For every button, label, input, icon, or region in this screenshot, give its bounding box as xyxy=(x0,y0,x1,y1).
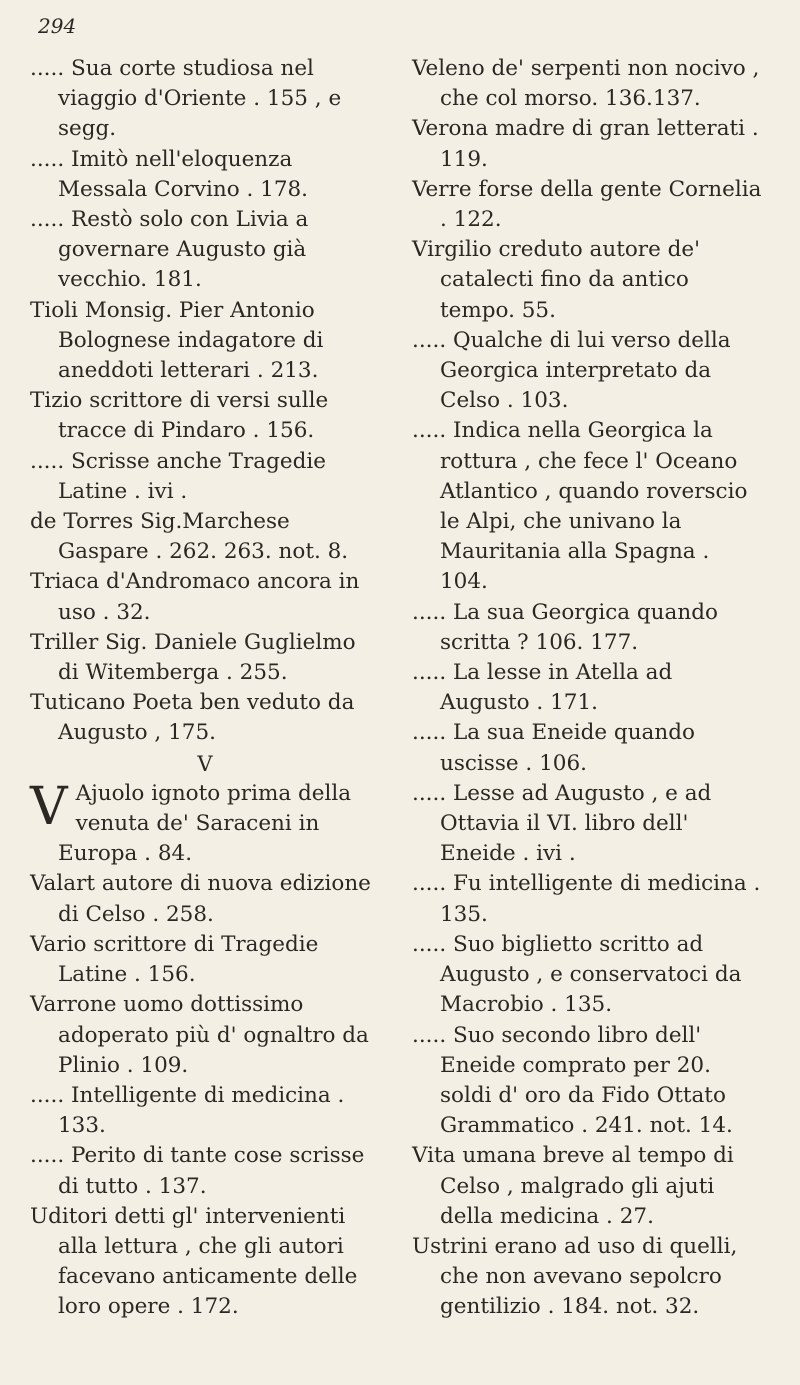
index-entry: Vita umana breve al tempo di Celso , malgrado gli ajuti della medicina . 27. xyxy=(412,1143,734,1229)
index-entry: ..... Sua corte studiosa nel viaggio d'Oriente . 155 , e segg. xyxy=(30,56,342,142)
index-column-right xyxy=(412,54,762,1323)
index-entry: Triaca d'Andromaco ancora in uso . 32. xyxy=(30,569,360,625)
index-entry-text: Ajuolo ignoto prima della venuta de' Saraceni in Europa . 84. xyxy=(58,780,352,867)
index-entry: Varrone uomo dottissimo adoperato più d' ognaltro da Plinio . 109. xyxy=(30,992,369,1078)
index-entry: Uditori detti gl' intervenienti alla lettura , che gli autori facevano anticamente delle loro opere . 172. xyxy=(30,1203,358,1320)
index-entry: Valart autore di nuova edizione di Celso . 258. xyxy=(30,871,371,927)
index-entry: ..... Qualche di lui verso della Georgica interpretato da Celso . 103. xyxy=(412,327,731,414)
drop-cap: V xyxy=(30,776,68,837)
index-entry: Verona madre di gran letterati . 119. xyxy=(412,116,759,172)
index-entry: ..... Suo secondo libro dell' Eneide comprato per 20. soldi d' oro da Fido Ottato Grammatico . 241. not. 14. xyxy=(412,1022,733,1139)
index-entry: de Torres Sig.Marchese Gaspare . 262. 263. not. 8. xyxy=(30,509,349,565)
index-entry: ..... Lesse ad Augusto , e ad Ottavia il VI. libro dell' Eneide . ivi . xyxy=(412,780,712,867)
index-entry: ..... La lesse in Atella ad Augusto . 171. xyxy=(412,660,673,716)
index-entry: Verre forse della gente Cornelia . 122. xyxy=(412,176,762,233)
index-entry: Ustrini erano ad uso di quelli, che non avevano sepolcro gentilizio . 184. not. 32. xyxy=(412,1233,738,1320)
index-entry xyxy=(30,776,380,870)
index-entry: Triller Sig. Daniele Guglielmo di Witemberga . 255. xyxy=(30,629,356,686)
index-entry: ..... Suo biglietto scritto ad Augusto , e conservatoci da Macrobio . 135. xyxy=(412,931,742,1018)
index-entry: ..... Scrisse anche Tragedie Latine . ivi . xyxy=(30,448,326,504)
index-entry: ..... Restò solo con Livia a governare Augusto già vecchio. 181. xyxy=(30,207,309,293)
index-entry: Virgilio creduto autore de' catalecti fino da antico tempo. 55. xyxy=(412,237,701,323)
section-letter: V xyxy=(197,751,213,776)
index-entry: Tioli Monsig. Pier Antonio Bolognese indagatore di aneddoti letterari . 213. xyxy=(30,297,324,384)
index-entry: Vario scrittore di Tragedie Latine . 156. xyxy=(30,931,319,988)
index-entry: ..... Intelligente di medicina . 133. xyxy=(30,1082,345,1139)
index-column-left xyxy=(30,54,380,1323)
index-entry: Tuticano Poeta ben veduto da Augusto , 175. xyxy=(30,690,355,746)
index-entry: ..... Perito di tante cose scrisse di tutto . 137. xyxy=(30,1143,365,1199)
index-entry: ..... Fu intelligente di medicina . 135. xyxy=(412,871,761,927)
index-entry: Veleno de' serpenti non nocivo , che col morso. 136.137. xyxy=(412,56,760,112)
page-number: 294 xyxy=(38,14,77,38)
index-entry: Tizio scrittore di versi sulle tracce di Pindaro . 156. xyxy=(30,388,329,444)
index-entry: ..... La sua Georgica quando scritta ? 106. 177. xyxy=(412,599,718,655)
index-entry: ..... Indica nella Georgica la rottura , che fece l' Oceano Atlantico , quando roverscio le Alpi, che univano la Mauritania alla Spagna . 104. xyxy=(412,418,748,595)
index-entry: ..... La sua Eneide quando uscisse . 106. xyxy=(412,720,695,776)
index-entry: ..... Imitò nell'eloquenza Messala Corvino . 178. xyxy=(30,146,309,202)
